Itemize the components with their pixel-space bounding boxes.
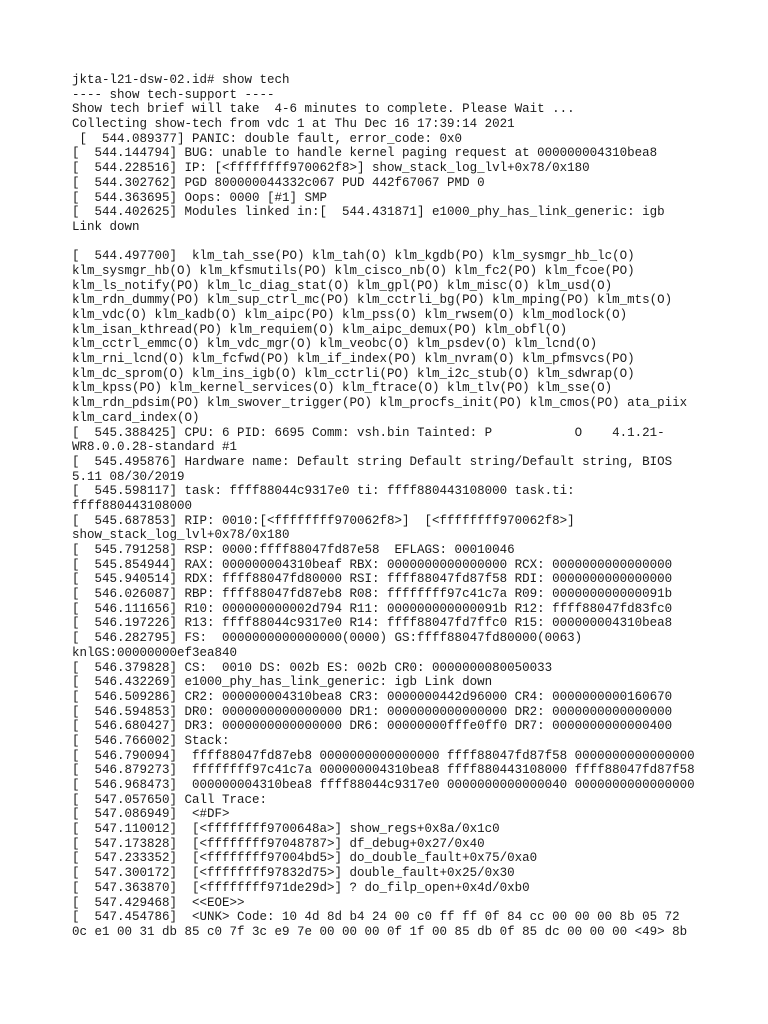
terminal-line: [ 547.363870] [<ffffffff971de29d>] ? do_filp_open+0x4d/0xb0	[72, 880, 530, 895]
terminal-line: [ 545.687853] RIP: 0010:[<ffffffff970062f8>] [<ffffffff970062f8>]	[72, 513, 575, 528]
terminal-line: [ 544.363695] Oops: 0000 [#1] SMP	[72, 190, 328, 205]
terminal-line: klm_dc_sprom(O) klm_ins_igb(O) klm_cctrli(PO) klm_i2c_stub(O) klm_sdwrap(O)	[72, 366, 635, 381]
terminal-line: [ 545.854944] RAX: 000000004310beaf RBX: 0000000000000000 RCX: 0000000000000000	[72, 557, 673, 572]
terminal-line: klm_isan_kthread(PO) klm_requiem(O) klm_aipc_demux(PO) klm_obfl(O)	[72, 322, 568, 337]
terminal-line	[72, 235, 712, 250]
terminal-line: [ 546.594853] DR0: 0000000000000000 DR1: 0000000000000000 DR2: 0000000000000000	[72, 704, 673, 719]
terminal-line: Show tech brief will take 4-6 minutes to complete. Please Wait ...	[72, 102, 575, 117]
terminal-line: [ 546.766002] Stack:	[72, 733, 230, 748]
terminal-line: [ 546.432269] e1000_phy_has_link_generic: igb Link down	[72, 675, 493, 690]
terminal-line: [ 546.968473] 000000004310bea8 ffff88044c9317e0 0000000000000040 0000000000000000	[72, 778, 695, 792]
terminal-line: klm_card_index(O)	[72, 410, 200, 425]
terminal-line: klm_ls_notify(PO) klm_lc_diag_stat(O) klm_gpl(PO) klm_misc(O) klm_usd(O)	[72, 278, 613, 293]
terminal-line: [ 544.228516] IP: [<ffffffff970062f8>] show_stack_log_lvl+0x78/0x180	[72, 161, 590, 176]
terminal-line: [ 546.379828] CS: 0010 DS: 002b ES: 002b CR0: 0000000080050033	[72, 660, 553, 675]
terminal-line: [ 545.495876] Hardware name: Default string Default string/Default string, BIOS	[72, 454, 673, 469]
terminal-line: show_stack_log_lvl+0x78/0x180	[72, 528, 290, 543]
terminal-line: knlGS:00000000ef3ea840	[72, 645, 238, 660]
terminal-line: [ 547.300172] [<ffffffff97832d75>] double_fault+0x25/0x30	[72, 866, 515, 881]
terminal-line: jkta-l21-dsw-02.id# show tech	[72, 73, 290, 87]
terminal-line: 0c e1 00 31 db 85 c0 7f 3c e9 7e 00 00 00 0f 1f 00 85 db 0f 85 dc 00 00 00 <49> 8b	[72, 924, 688, 939]
terminal-line: WR8.0.0.28-standard #1	[72, 440, 238, 455]
terminal-line: [ 547.173828] [<ffffffff97048787>] df_debug+0x27/0x40	[72, 836, 485, 851]
terminal-line: [ 547.429468] <<EOE>>	[72, 895, 245, 910]
terminal-line: [ 545.940514] RDX: ffff88047fd80000 RSI: ffff88047fd87f58 RDI: 0000000000000000	[72, 572, 673, 587]
terminal-line: klm_rdn_pdsim(PO) klm_swover_trigger(PO) klm_procfs_init(PO) klm_cmos(PO) ata_piix	[72, 396, 688, 411]
terminal-line: klm_rni_lcnd(O) klm_fcfwd(PO) klm_if_index(PO) klm_nvram(O) klm_pfmsvcs(PO)	[72, 352, 635, 367]
terminal-line: ---- show tech-support ----	[72, 87, 275, 102]
terminal-line: [ 546.111656] R10: 000000000002d794 R11: 000000000000091b R12: ffff88047fd83fc0	[72, 601, 673, 616]
terminal-line: klm_cctrl_emmc(O) klm_vdc_mgr(O) klm_veobc(O) klm_psdev(O) klm_lcnd(O)	[72, 337, 598, 352]
terminal-line: [ 547.057650] Call Trace:	[72, 792, 268, 807]
terminal-line: ffff880443108000	[72, 498, 193, 513]
terminal-line: [ 545.598117] task: ffff88044c9317e0 ti: ffff880443108000 task.ti:	[72, 484, 575, 499]
terminal-line: [ 545.388425] CPU: 6 PID: 6695 Comm: vsh.bin Tainted: P O 4.1.21-	[72, 425, 665, 440]
terminal-line: klm_sysmgr_hb(O) klm_kfsmutils(PO) klm_cisco_nb(O) klm_fc2(PO) klm_fcoe(PO)	[72, 263, 635, 278]
terminal-line: [ 547.233352] [<ffffffff97004bd5>] do_double_fault+0x75/0xa0	[72, 851, 538, 866]
terminal-line: [ 546.879273] ffffffff97c41c7a 000000004310bea8 ffff880443108000 ffff88047fd87f58	[72, 763, 695, 778]
terminal-line: [ 546.509286] CR2: 000000004310bea8 CR3: 0000000442d96000 CR4: 0000000000160670	[72, 689, 673, 704]
terminal-line: [ 544.302762] PGD 800000044332c067 PUD 442f67067 PMD 0	[72, 175, 485, 190]
terminal-line: [ 546.790094] ffff88047fd87eb8 0000000000000000 ffff88047fd87f58 0000000000000000	[72, 748, 695, 763]
terminal-line: [ 546.026087] RBP: ffff88047fd87eb8 R08: ffffffff97c41c7a R09: 000000000000091b	[72, 587, 673, 602]
terminal-line: [ 544.402625] Modules linked in:[ 544.431871] e1000_phy_has_link_generic: igb	[72, 205, 665, 220]
terminal-line: [ 546.680427] DR3: 0000000000000000 DR6: 00000000fffe0ff0 DR7: 0000000000000400	[72, 719, 673, 734]
terminal-output[interactable]	[72, 73, 712, 940]
terminal-line: [ 547.110012] [<ffffffff9700648a>] show_regs+0x8a/0x1c0	[72, 822, 500, 837]
terminal-line: klm_kpss(PO) klm_kernel_services(O) klm_ftrace(O) klm_tlv(PO) klm_sse(O)	[72, 381, 613, 396]
terminal-line: [ 547.454786] <UNK> Code: 10 4d 8d b4 24 00 c0 ff ff 0f 84 cc 00 00 00 8b 05 72	[72, 910, 680, 925]
terminal-line: klm_rdn_dummy(PO) klm_sup_ctrl_mc(PO) klm_cctrli_bg(PO) klm_mping(PO) klm_mts(O)	[72, 293, 673, 308]
terminal-line: [ 546.282795] FS: 0000000000000000(0000) GS:ffff88047fd80000(0063)	[72, 631, 583, 646]
terminal-line: [ 547.086949] <#DF>	[72, 807, 230, 822]
terminal-line: [ 544.089377] PANIC: double fault, error_code: 0x0	[72, 131, 463, 146]
terminal-line: [ 545.791258] RSP: 0000:ffff88047fd87e58 EFLAGS: 00010046	[72, 543, 515, 557]
terminal-line: Collecting show-tech from vdc 1 at Thu Dec 16 17:39:14 2021	[72, 117, 515, 132]
terminal-line: [ 544.144794] BUG: unable to handle kernel paging request at 000000004310bea8	[72, 146, 658, 161]
terminal-line: klm_vdc(O) klm_kadb(O) klm_aipc(PO) klm_pss(O) klm_rwsem(O) klm_modlock(O)	[72, 308, 628, 322]
terminal-line: [ 546.197226] R13: ffff88044c9317e0 R14: ffff88047fd7ffc0 R15: 000000004310bea8	[72, 616, 673, 631]
terminal-line: 5.11 08/30/2019	[72, 469, 185, 484]
terminal-line: Link down	[72, 219, 140, 234]
terminal-line: [ 544.497700] klm_tah_sse(PO) klm_tah(O) klm_kgdb(PO) klm_sysmgr_hb_lc(O)	[72, 249, 635, 264]
